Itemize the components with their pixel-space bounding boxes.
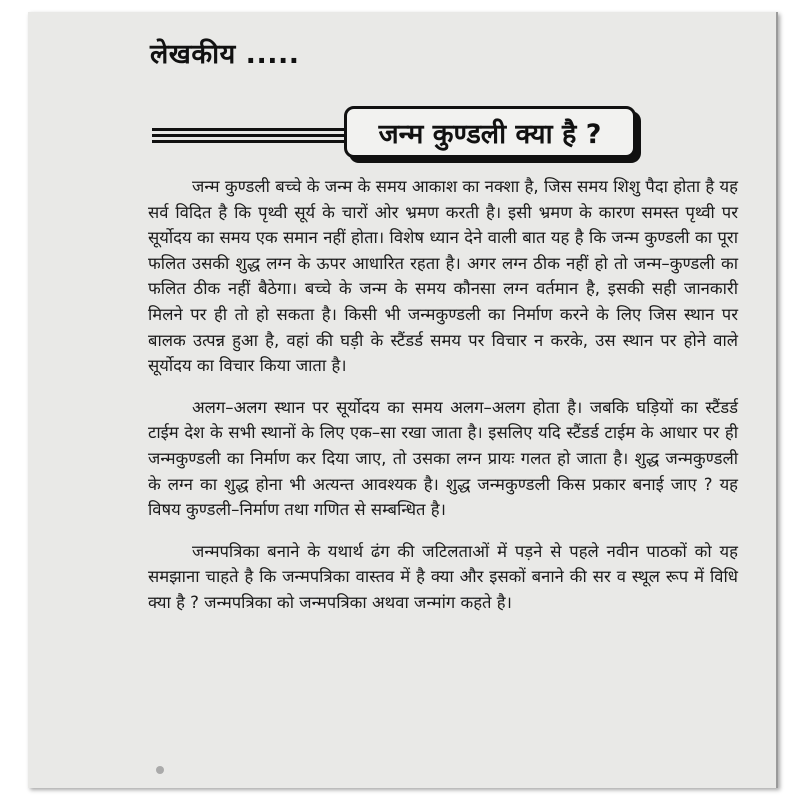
header-rule-3 bbox=[152, 140, 346, 143]
page-header: लेखकीय ..... bbox=[150, 39, 300, 70]
header-rule-2 bbox=[152, 134, 346, 137]
paragraph-1: जन्म कुण्डली बच्चे के जन्म के समय आकाश का नक्शा है, जिस समय शिशु पैदा होता है यह सर्व विदित है कि पृथ्वी सूर्य के चारों ओर भ्रमण करती है। इसी भ्रमण के कारण समस्त पृथ्वी पर सूर्योदय का समय एक समान नहीं होता। विशेष ध्यान देने वाली बात यह है कि जन्म कुण्डली का पूरा फलित उसकी शुद्ध लग्न के ऊपर आधारित रहता है। अगर लग्न ठीक नहीं हो तो जन्म–कुण्डली का फलित ठीक नहीं बैठेगा। बच्चे के जन्म के समय कौनसा लग्न वर्तमान है, इसकी सही जानकारी मिलने पर ही तो हो सकता है। किसी भी जन्मकुण्डली का निर्माण करने के लिए जिस स्थान पर बालक उत्पन्न हुआ है, वहां की घड़ी के स्टैंडर्ड समय पर विचार न करके, उस स्थान पर होने वाले सूर्योदय का विचार किया जाता है। bbox=[148, 177, 738, 376]
paragraph-2: अलग–अलग स्थान पर सूर्योदय का समय अलग–अलग होता है। जबकि घड़ियों का स्टैंडर्ड टाईम देश के सभी स्थानों के लिए एक–सा रखा जाता है। इसलिए यदि स्टैंडर्ड टाईम के आधार पर ही जन्मकुण्डली का निर्माण कर दिया जाए, तो उसका लग्न प्रायः गलत हो जाता है। शुद्ध जन्मकुण्डली के लग्न का शुद्ध होना भी अत्यन्त आवश्यक है। शुद्ध जन्मकुण्डली किस प्रकार बनाई जाए ? यह विषय कुण्डली–निर्माण तथा गणित से सम्बन्धित है। bbox=[148, 397, 738, 520]
section-title: जन्म कुण्डली क्या है ? bbox=[378, 118, 602, 150]
book-page bbox=[28, 12, 778, 788]
body-text bbox=[148, 174, 738, 616]
section-title-box bbox=[344, 106, 636, 158]
paragraph-3: जन्मपत्रिका बनाने के यथार्थ ढंग की जटिलताओं में पड़ने से पहले नवीन पाठकों को यह समझाना चाहते है कि जन्मपत्रिका वास्तव में है क्या और इसकों बनाने की सर व स्थूल रूप में विधि क्या है ? जन्मपत्रिका को जन्मपत्रिका अथवा जन्मांग कहते है। bbox=[148, 541, 738, 612]
page-mark-dot bbox=[156, 766, 164, 774]
header-rule-1 bbox=[152, 128, 346, 131]
